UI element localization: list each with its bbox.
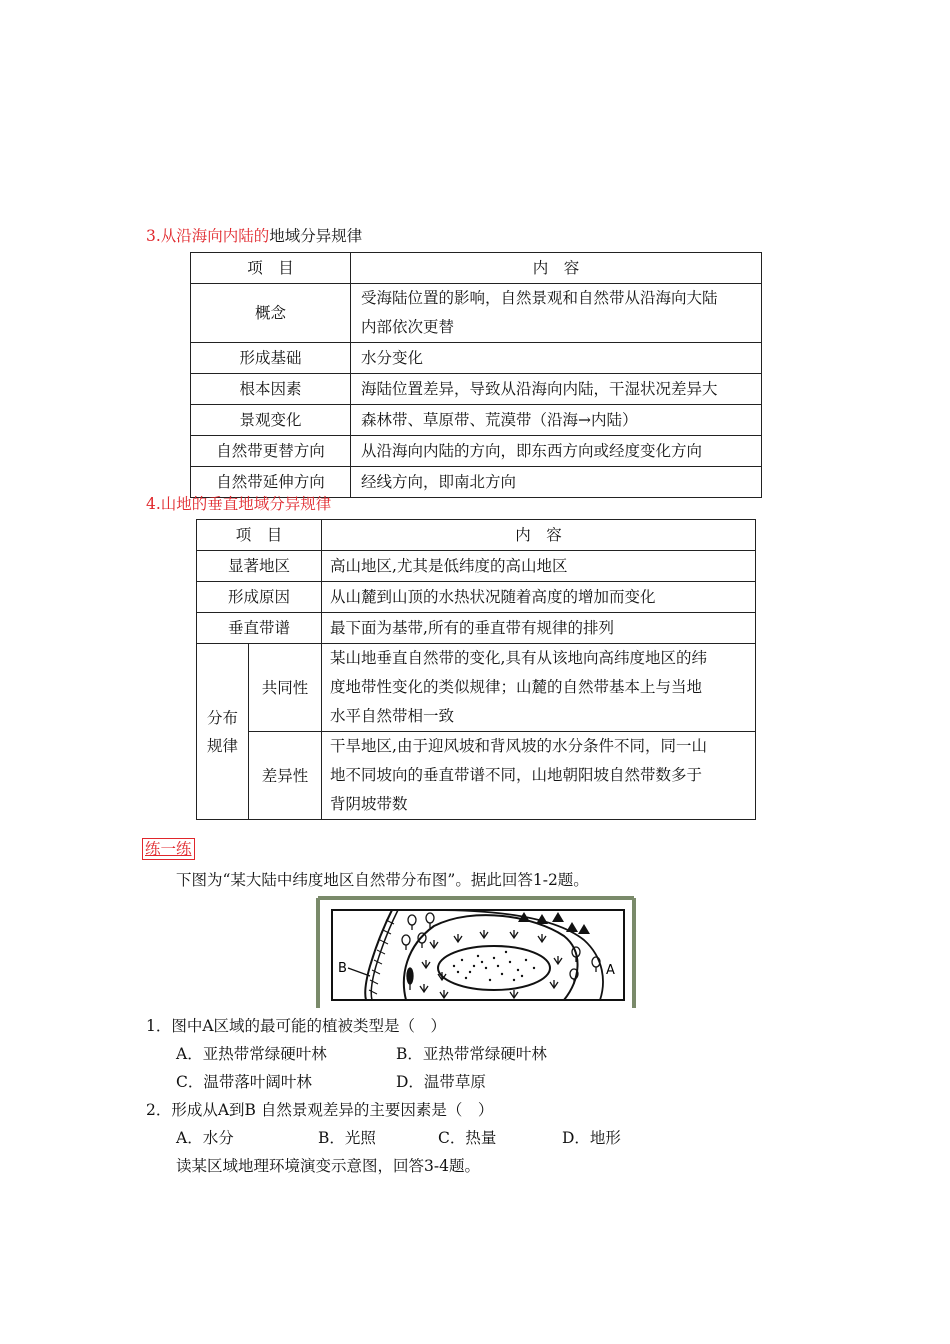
coastline	[365, 910, 392, 1000]
row-item: 形成原因	[197, 582, 322, 613]
table-row	[191, 436, 762, 467]
header-content: 内 容	[322, 520, 756, 551]
q1-option-c: C．温带落叶阔叶林	[176, 1073, 312, 1091]
row-item: 自然带更替方向	[191, 436, 351, 467]
map-label-a: A	[606, 963, 615, 978]
dist-label	[197, 644, 249, 820]
diff-content	[322, 732, 756, 820]
row-item: 根本因素	[191, 374, 351, 405]
content-line: 干旱地区,由于迎风坡和背风坡的水分条件不同，同一山	[330, 737, 707, 755]
row-content: 从山麓到山顶的水热状况随着高度的增加而变化	[322, 582, 756, 613]
table-row	[197, 732, 756, 820]
practice-label: 练一练	[142, 838, 195, 860]
row-content: 水分变化	[351, 343, 762, 374]
section3-title-red: 3.从沿海向内陆的	[146, 227, 270, 245]
row-content: 从沿海向内陆的方向，即东西方向或经度变化方向	[351, 436, 762, 467]
row-content: 最下面为基带,所有的垂直带有规律的排列	[322, 613, 756, 644]
header-item: 项 目	[191, 253, 351, 284]
next-instruction: 读某区域地理环境演变示意图，回答3-4题。	[176, 1157, 480, 1175]
header-item: 项 目	[197, 520, 322, 551]
table-header-row	[191, 253, 762, 284]
common-label: 共同性	[249, 644, 322, 732]
section4-table	[196, 519, 756, 820]
table-header-row	[197, 520, 756, 551]
dist-label-line: 规律	[206, 736, 238, 755]
q2-option-c: C．热量	[438, 1129, 497, 1147]
q2-option-b: B．光照	[318, 1129, 376, 1147]
row-item: 形成基础	[191, 343, 351, 374]
q1-option-a: A．亚热带常绿硬叶林	[176, 1045, 327, 1063]
row-content	[351, 284, 762, 343]
row-content: 经线方向，即南北方向	[351, 467, 762, 498]
vegetation-map	[314, 896, 636, 1008]
q2-option-a: A．水分	[176, 1129, 234, 1147]
q1-stem: 1．图中A区域的最可能的植被类型是（ ）	[146, 1017, 447, 1035]
content-line: 内部依次更替	[361, 318, 455, 336]
row-item: 垂直带谱	[197, 613, 322, 644]
row-item: 显著地区	[197, 551, 322, 582]
row-item: 景观变化	[191, 405, 351, 436]
map-label-b: B	[338, 961, 347, 976]
header-content: 内 容	[351, 253, 762, 284]
content-line: 受海陆位置的影响，自然景观和自然带从沿海向大陆	[361, 289, 718, 307]
section3-title-black: 地域分异规律	[269, 227, 363, 245]
common-content	[322, 644, 756, 732]
q2-stem: 2．形成从A到B 自然景观差异的主要因素是（ ）	[146, 1101, 494, 1119]
map-label-b-pointer	[348, 968, 370, 976]
content-line: 某山地垂直自然带的变化,具有从该地向高纬度地区的纬	[330, 649, 707, 667]
content-line: 背阴坡带数	[330, 795, 408, 813]
content-line: 水平自然带相一致	[330, 707, 455, 725]
table-row	[197, 644, 756, 732]
row-item: 概念	[191, 284, 351, 343]
q1-option-d: D．温带草原	[396, 1073, 486, 1091]
section3-table	[190, 252, 762, 498]
diff-label: 差异性	[249, 732, 322, 820]
content-line: 度地带性变化的类似规律；山麓的自然带基本上与当地	[330, 678, 703, 696]
table-row	[197, 582, 756, 613]
q1-option-b: B．亚热带常绿硬叶林	[396, 1045, 547, 1063]
table-row	[191, 343, 762, 374]
dist-label-line: 分布	[206, 708, 238, 727]
row-content: 海陆位置差异，导致从沿海向内陆，干湿状况差异大	[351, 374, 762, 405]
section3-title	[146, 224, 362, 246]
section4-title: 4.山地的垂直地域分异规律	[146, 495, 332, 513]
table-row	[197, 613, 756, 644]
row-content: 森林带、草原带、荒漠带（沿海→内陆）	[351, 405, 762, 436]
table-row	[191, 374, 762, 405]
table-row	[197, 551, 756, 582]
table-row	[191, 284, 762, 343]
q2-option-d: D．地形	[562, 1129, 621, 1147]
row-item: 自然带延伸方向	[191, 467, 351, 498]
row-content: 高山地区,尤其是低纬度的高山地区	[322, 551, 756, 582]
practice-intro: 下图为“某大陆中纬度地区自然带分布图”。据此回答1-2题。	[176, 871, 589, 889]
table-row	[191, 405, 762, 436]
content-line: 地不同坡向的垂直带谱不同，山地朝阳坡自然带数多于	[330, 766, 703, 784]
